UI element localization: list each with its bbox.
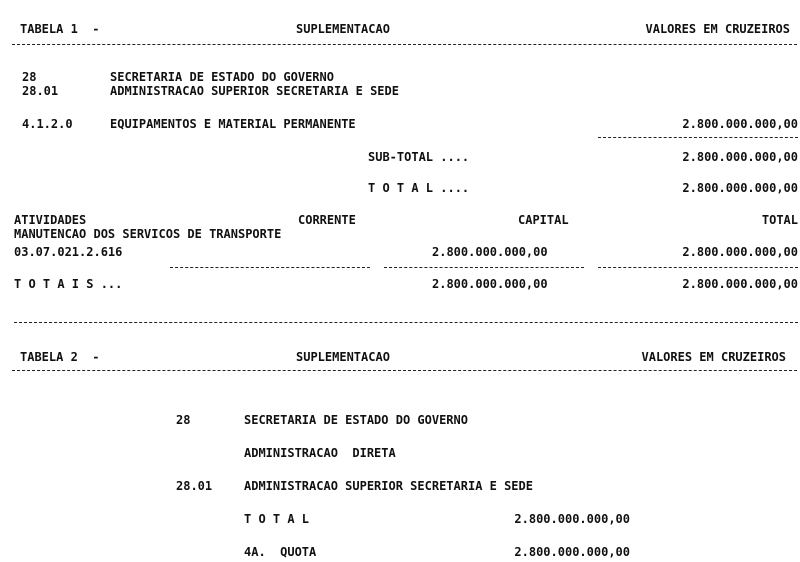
activity-underline-total <box>598 267 798 268</box>
totais-label: T O T A I S ... <box>14 277 123 291</box>
table1-title: SUPLEMENTACAO <box>296 22 390 36</box>
table1-org-name-2: ADMINISTRACAO SUPERIOR SECRETARIA E SEDE <box>110 84 399 98</box>
table2-quota-label: 4A. QUOTA <box>244 545 317 559</box>
table1-end-divider <box>14 322 798 323</box>
activity-desc: MANUTENCAO DOS SERVICOS DE TRANSPORTE <box>14 227 282 241</box>
activities-header-corrente: CORRENTE <box>298 213 356 227</box>
totais-capital: 2.800.000.000,00 <box>432 277 548 291</box>
activities-header-atividades: ATIVIDADES <box>14 213 87 227</box>
table2-code-2801: 28.01 <box>176 479 213 493</box>
table2-org-name: SECRETARIA DE ESTADO DO GOVERNO <box>244 413 468 427</box>
table2-currency: VALORES EM CRUZEIROS <box>641 350 786 364</box>
table2-label: TABELA 2 - <box>20 350 100 364</box>
table2-header-divider <box>12 370 797 371</box>
activity-underline-corrente <box>170 267 370 268</box>
activities-header-total: TOTAL <box>761 213 798 227</box>
table2-direct-admin: ADMINISTRACAO DIRETA <box>244 446 396 460</box>
activity-underline-capital <box>384 267 584 268</box>
table1-label: TABELA 1 - <box>20 22 100 36</box>
table1-org-code-2: 28.01 <box>22 84 59 98</box>
table1-total-label: T O T A L .... <box>368 181 470 195</box>
totais-total: 2.800.000.000,00 <box>682 277 798 291</box>
activity-code: 03.07.021.2.616 <box>14 245 123 259</box>
table2-total-value: 2.800.000.000,00 <box>514 512 630 526</box>
table1-item-code: 4.1.2.0 <box>22 117 73 131</box>
table2-title: SUPLEMENTACAO <box>296 350 390 364</box>
table1-subtotal-label: SUB-TOTAL .... <box>368 150 470 164</box>
activity-total: 2.800.000.000,00 <box>682 245 798 259</box>
table2-total-label: T O T A L <box>244 512 310 526</box>
table1-subtotal-value: 2.800.000.000,00 <box>682 150 798 164</box>
activities-header-capital: CAPITAL <box>518 213 569 227</box>
table2-quota-value: 2.800.000.000,00 <box>514 545 630 559</box>
table1-header-divider <box>12 44 797 45</box>
activity-capital: 2.800.000.000,00 <box>432 245 548 259</box>
table1-item-desc: EQUIPAMENTOS E MATERIAL PERMANENTE <box>110 117 356 131</box>
table1-item-value: 2.800.000.000,00 <box>682 117 798 131</box>
table1-item-underline <box>598 137 798 138</box>
table2-unit-name: ADMINISTRACAO SUPERIOR SECRETARIA E SEDE <box>244 479 533 493</box>
table1-org-name-1: SECRETARIA DE ESTADO DO GOVERNO <box>110 70 334 84</box>
table1-total-value: 2.800.000.000,00 <box>682 181 798 195</box>
table1-org-code-1: 28 <box>22 70 37 84</box>
table2-code-28: 28 <box>176 413 191 427</box>
table1-currency: VALORES EM CRUZEIROS <box>645 22 790 36</box>
